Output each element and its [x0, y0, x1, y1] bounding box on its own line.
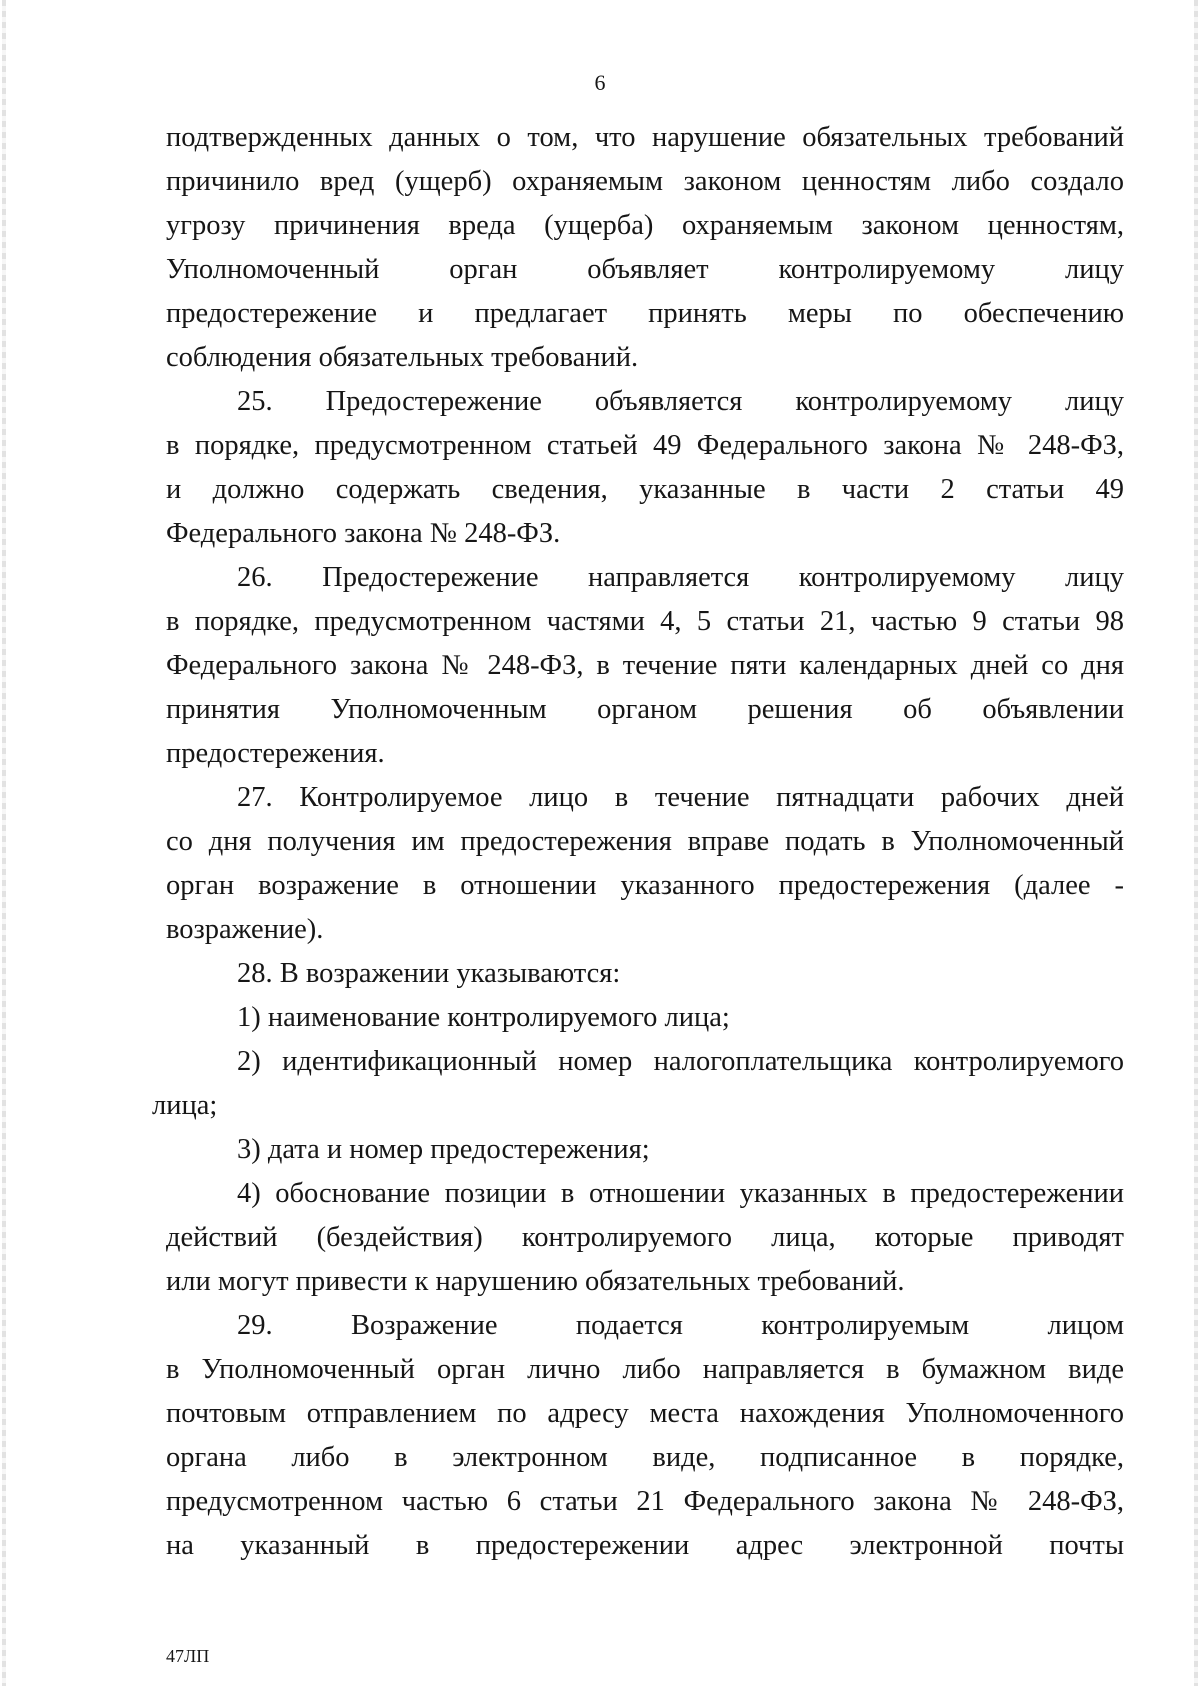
list-item-1: 1) наименование контролируемого лица;	[237, 1002, 730, 1033]
list-item-3: 3) дата и номер предостережения;	[237, 1134, 650, 1165]
body-line: причинило вред (ущерб) охраняемым законом ценностям либо создало	[166, 166, 1124, 197]
body-line: Уполномоченный орган объявляет контролируемому лицу	[166, 254, 1124, 285]
body-line: на указанный в предостережении адрес электронной почты	[166, 1530, 1124, 1561]
paragraph-27-first-line: 27. Контролируемое лицо в течение пятнадцати рабочих дней	[237, 782, 1124, 813]
body-line: и должно содержать сведения, указанные в части 2 статьи 49	[166, 474, 1124, 505]
body-line: возражение).	[166, 914, 324, 945]
scan-edge-left	[2, 0, 6, 1686]
page-number: 6	[594, 70, 606, 95]
body-line: Федерального закона № 248-ФЗ, в течение пяти календарных дней со дня	[166, 650, 1124, 681]
body-line: со дня получения им предостережения вправе подать в Уполномоченный	[166, 826, 1124, 857]
paragraph-29-first-line: 29. Возражение подается контролируемым лицом	[237, 1310, 1124, 1341]
body-line: в Уполномоченный орган лично либо направляется в бумажном виде	[166, 1354, 1124, 1385]
body-line: подтвержденных данных о том, что нарушение обязательных требований	[166, 122, 1124, 153]
list-item-2: 2) идентификационный номер налогоплательщика контролируемого	[237, 1046, 1124, 1077]
body-line: в порядке, предусмотренном частями 4, 5 статьи 21, частью 9 статьи 98	[166, 606, 1124, 637]
body-line: почтовым отправлением по адресу места нахождения Уполномоченного	[166, 1398, 1124, 1429]
body-line: орган возражение в отношении указанного предостережения (далее -	[166, 870, 1124, 901]
body-line: органа либо в электронном виде, подписанное в порядке,	[166, 1442, 1124, 1473]
body-line: лица;	[152, 1090, 218, 1121]
body-line: предусмотренном частью 6 статьи 21 Федерального закона № 248-ФЗ,	[166, 1486, 1124, 1517]
list-item-4: 4) обоснование позиции в отношении указанных в предостережении	[237, 1178, 1124, 1209]
body-line: предостережение и предлагает принять меры по обеспечению	[166, 298, 1124, 329]
body-line: или могут привести к нарушению обязательных требований.	[166, 1266, 905, 1297]
body-line: действий (бездействия) контролируемого лица, которые приводят	[166, 1222, 1124, 1253]
body-line: предостережения.	[166, 738, 385, 769]
body-line: принятия Уполномоченным органом решения об объявлении	[166, 694, 1124, 725]
document-body	[152, 116, 1124, 1568]
paragraph-26-first-line: 26. Предостережение направляется контролируемому лицу	[237, 562, 1124, 593]
scan-edge-right	[1194, 0, 1198, 1686]
document-code: 47ЛП	[166, 1646, 210, 1666]
body-line: соблюдения обязательных требований.	[166, 342, 639, 373]
body-line: угрозу причинения вреда (ущерба) охраняемым законом ценностям,	[166, 210, 1124, 241]
paragraph-28-first-line: 28. В возражении указываются:	[237, 958, 621, 989]
body-line: в порядке, предусмотренном статьей 49 Федерального закона № 248-ФЗ,	[166, 430, 1124, 461]
paragraph-25-first-line: 25. Предостережение объявляется контролируемому лицу	[237, 386, 1124, 417]
body-line: Федерального закона № 248-ФЗ.	[166, 518, 561, 549]
